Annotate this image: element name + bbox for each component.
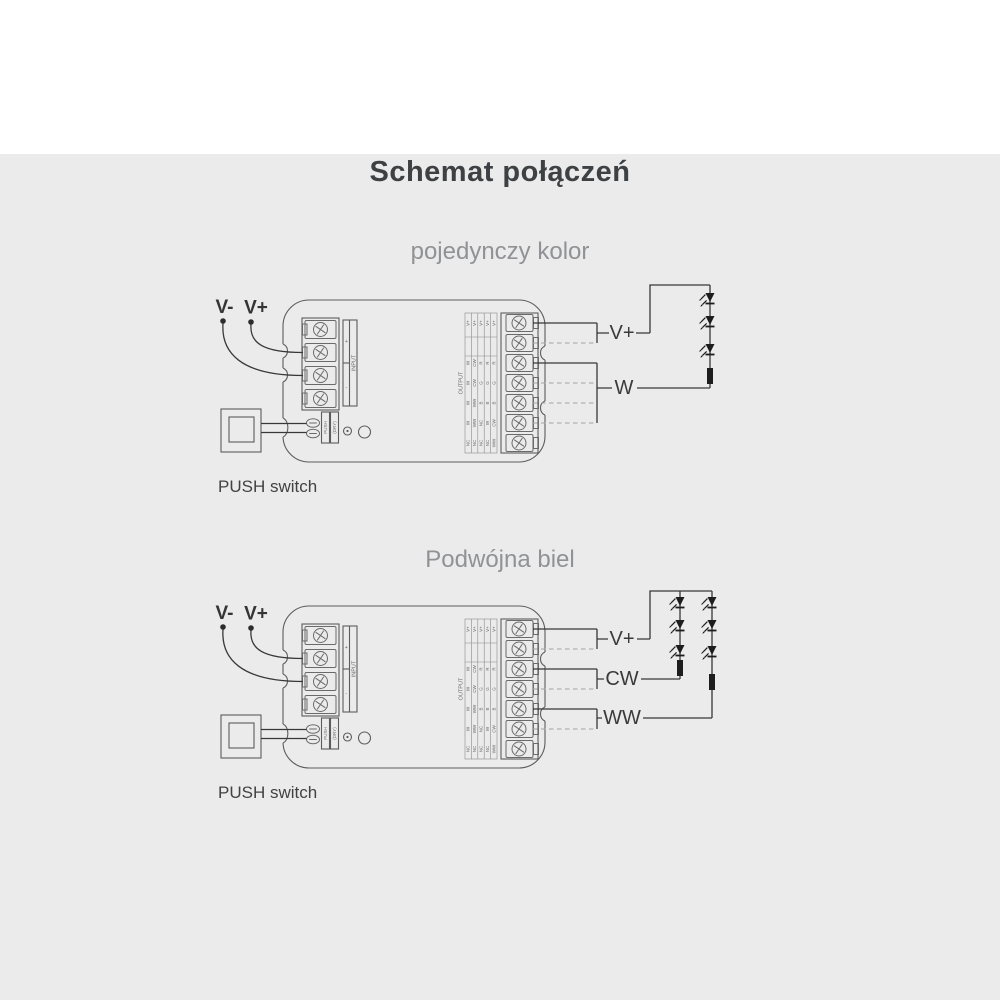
resistor-icon <box>707 368 713 384</box>
led-strip-cw <box>669 597 684 676</box>
resistor-icon <box>709 674 715 690</box>
led-strip-ww <box>701 597 716 690</box>
page-title: Schemat połączeń <box>369 156 631 188</box>
subtitle-single-color: pojedynczy kolor <box>410 238 590 265</box>
diagram-dual-white <box>216 591 717 802</box>
led-controller-2 <box>216 603 547 802</box>
channel-label-w: W <box>614 377 634 399</box>
subtitle-dual-white: Podwójna biel <box>425 546 575 573</box>
diagram-single-color <box>216 285 715 496</box>
channel-label-cw: CW <box>605 668 639 690</box>
output-wiring-1 <box>533 285 710 423</box>
resistor-icon <box>677 660 683 676</box>
channel-label-vplus: V+ <box>609 628 635 650</box>
channel-label-vplus: V+ <box>609 322 635 344</box>
strip-feed <box>650 285 710 333</box>
channel-label-ww: WW <box>603 707 641 729</box>
led-strip-single <box>699 293 714 384</box>
led-controller-1 <box>216 297 547 496</box>
